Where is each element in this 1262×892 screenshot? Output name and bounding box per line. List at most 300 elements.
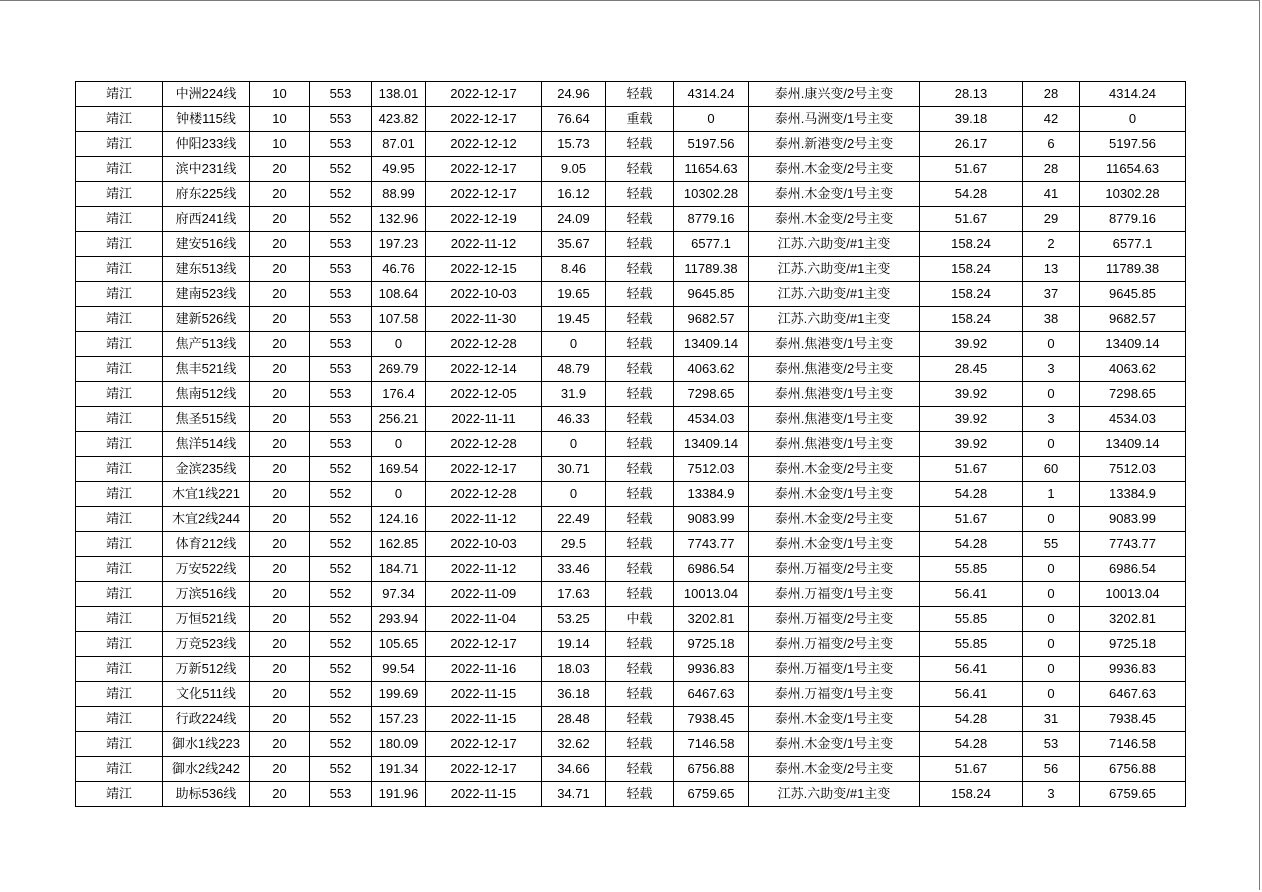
transformer-cell: 泰州.木金变/1号主变 bbox=[749, 707, 920, 732]
transformer-cell: 泰州.万福变/2号主变 bbox=[749, 557, 920, 582]
spare-capacity-cell: 9645.85 bbox=[674, 282, 749, 307]
table-row bbox=[76, 432, 1186, 457]
spare-capacity-cell: 7298.65 bbox=[674, 382, 749, 407]
line-name-cell: 焦圣515线 bbox=[163, 407, 250, 432]
code-cell: 552 bbox=[310, 532, 372, 557]
available-capacity-cell: 6759.65 bbox=[1080, 782, 1186, 807]
transformer-load-rate-cell: 55.85 bbox=[920, 557, 1023, 582]
available-capacity-cell: 13409.14 bbox=[1080, 432, 1186, 457]
region-cell: 靖江 bbox=[76, 382, 163, 407]
region-cell: 靖江 bbox=[76, 782, 163, 807]
region-cell: 靖江 bbox=[76, 482, 163, 507]
table-row bbox=[76, 532, 1186, 557]
code-cell: 553 bbox=[310, 257, 372, 282]
region-cell: 靖江 bbox=[76, 207, 163, 232]
available-capacity-cell: 13384.9 bbox=[1080, 482, 1186, 507]
table-row bbox=[76, 757, 1186, 782]
transformer-load-rate-cell: 55.85 bbox=[920, 632, 1023, 657]
load-rate-cell: 18.03 bbox=[542, 657, 606, 682]
transformer-load-rate-cell: 158.24 bbox=[920, 782, 1023, 807]
transformer-cell: 泰州.木金变/1号主变 bbox=[749, 182, 920, 207]
transformer-load-rate-cell: 54.28 bbox=[920, 532, 1023, 557]
transformer-cell: 泰州.木金变/1号主变 bbox=[749, 532, 920, 557]
spare-capacity-cell: 6759.65 bbox=[674, 782, 749, 807]
date-cell: 2022-12-19 bbox=[426, 207, 542, 232]
line-name-cell: 木宜1线221 bbox=[163, 482, 250, 507]
transformer-load-rate-cell: 158.24 bbox=[920, 257, 1023, 282]
code-cell: 552 bbox=[310, 507, 372, 532]
voltage-cell: 20 bbox=[250, 282, 310, 307]
spare-capacity-cell: 13409.14 bbox=[674, 332, 749, 357]
load-rate-cell: 9.05 bbox=[542, 157, 606, 182]
date-cell: 2022-12-12 bbox=[426, 132, 542, 157]
count-cell: 1 bbox=[1023, 482, 1080, 507]
code-cell: 552 bbox=[310, 582, 372, 607]
region-cell: 靖江 bbox=[76, 632, 163, 657]
region-cell: 靖江 bbox=[76, 732, 163, 757]
load-rate-cell: 48.79 bbox=[542, 357, 606, 382]
load-value-cell: 191.34 bbox=[372, 757, 426, 782]
voltage-cell: 20 bbox=[250, 482, 310, 507]
transformer-load-rate-cell: 55.85 bbox=[920, 607, 1023, 632]
transformer-load-rate-cell: 54.28 bbox=[920, 482, 1023, 507]
load-rate-cell: 53.25 bbox=[542, 607, 606, 632]
load-value-cell: 176.4 bbox=[372, 382, 426, 407]
line-name-cell: 焦南512线 bbox=[163, 382, 250, 407]
spare-capacity-cell: 6577.1 bbox=[674, 232, 749, 257]
transformer-cell: 泰州.木金变/2号主变 bbox=[749, 207, 920, 232]
spare-capacity-cell: 10302.28 bbox=[674, 182, 749, 207]
load-status-cell: 轻载 bbox=[606, 82, 674, 107]
load-value-cell: 88.99 bbox=[372, 182, 426, 207]
transformer-load-rate-cell: 56.41 bbox=[920, 582, 1023, 607]
transformer-load-rate-cell: 51.67 bbox=[920, 507, 1023, 532]
line-name-cell: 建新526线 bbox=[163, 307, 250, 332]
date-cell: 2022-11-15 bbox=[426, 707, 542, 732]
load-value-cell: 46.76 bbox=[372, 257, 426, 282]
transformer-cell: 泰州.木金变/2号主变 bbox=[749, 507, 920, 532]
available-capacity-cell: 9083.99 bbox=[1080, 507, 1186, 532]
available-capacity-cell: 6467.63 bbox=[1080, 682, 1186, 707]
line-name-cell: 木宜2线244 bbox=[163, 507, 250, 532]
load-status-cell: 轻载 bbox=[606, 407, 674, 432]
load-status-cell: 轻载 bbox=[606, 157, 674, 182]
available-capacity-cell: 7298.65 bbox=[1080, 382, 1186, 407]
table-row bbox=[76, 257, 1186, 282]
load-value-cell: 105.65 bbox=[372, 632, 426, 657]
transformer-load-rate-cell: 39.92 bbox=[920, 407, 1023, 432]
line-name-cell: 行政224线 bbox=[163, 707, 250, 732]
transformer-cell: 泰州.焦港变/1号主变 bbox=[749, 332, 920, 357]
spare-capacity-cell: 6756.88 bbox=[674, 757, 749, 782]
table-row bbox=[76, 457, 1186, 482]
load-value-cell: 256.21 bbox=[372, 407, 426, 432]
code-cell: 552 bbox=[310, 757, 372, 782]
spare-capacity-cell: 9936.83 bbox=[674, 657, 749, 682]
load-status-cell: 轻载 bbox=[606, 257, 674, 282]
region-cell: 靖江 bbox=[76, 332, 163, 357]
load-rate-cell: 34.71 bbox=[542, 782, 606, 807]
voltage-cell: 20 bbox=[250, 657, 310, 682]
table-row bbox=[76, 607, 1186, 632]
line-name-cell: 中洲224线 bbox=[163, 82, 250, 107]
available-capacity-cell: 9936.83 bbox=[1080, 657, 1186, 682]
line-name-cell: 焦洋514线 bbox=[163, 432, 250, 457]
spare-capacity-cell: 10013.04 bbox=[674, 582, 749, 607]
code-cell: 552 bbox=[310, 557, 372, 582]
line-name-cell: 万恒521线 bbox=[163, 607, 250, 632]
date-cell: 2022-12-28 bbox=[426, 332, 542, 357]
date-cell: 2022-11-15 bbox=[426, 682, 542, 707]
transformer-load-rate-cell: 39.92 bbox=[920, 332, 1023, 357]
transformer-load-rate-cell: 26.17 bbox=[920, 132, 1023, 157]
available-capacity-cell: 6756.88 bbox=[1080, 757, 1186, 782]
voltage-cell: 20 bbox=[250, 457, 310, 482]
load-rate-cell: 76.64 bbox=[542, 107, 606, 132]
voltage-cell: 10 bbox=[250, 132, 310, 157]
region-cell: 靖江 bbox=[76, 132, 163, 157]
transformer-cell: 泰州.焦港变/1号主变 bbox=[749, 382, 920, 407]
load-rate-cell: 36.18 bbox=[542, 682, 606, 707]
table-row bbox=[76, 157, 1186, 182]
line-name-cell: 万竞523线 bbox=[163, 632, 250, 657]
spare-capacity-cell: 11654.63 bbox=[674, 157, 749, 182]
count-cell: 53 bbox=[1023, 732, 1080, 757]
code-cell: 552 bbox=[310, 707, 372, 732]
transformer-load-rate-cell: 51.67 bbox=[920, 207, 1023, 232]
date-cell: 2022-12-05 bbox=[426, 382, 542, 407]
voltage-cell: 20 bbox=[250, 182, 310, 207]
line-name-cell: 御水2线242 bbox=[163, 757, 250, 782]
load-value-cell: 107.58 bbox=[372, 307, 426, 332]
region-cell: 靖江 bbox=[76, 357, 163, 382]
code-cell: 552 bbox=[310, 182, 372, 207]
count-cell: 0 bbox=[1023, 682, 1080, 707]
date-cell: 2022-12-17 bbox=[426, 182, 542, 207]
load-status-cell: 轻载 bbox=[606, 557, 674, 582]
line-name-cell: 滨中231线 bbox=[163, 157, 250, 182]
load-rate-cell: 0 bbox=[542, 432, 606, 457]
region-cell: 靖江 bbox=[76, 457, 163, 482]
load-status-cell: 轻载 bbox=[606, 732, 674, 757]
date-cell: 2022-12-17 bbox=[426, 82, 542, 107]
transformer-cell: 泰州.马洲变/1号主变 bbox=[749, 107, 920, 132]
date-cell: 2022-10-03 bbox=[426, 532, 542, 557]
available-capacity-cell: 11789.38 bbox=[1080, 257, 1186, 282]
line-name-cell: 万滨516线 bbox=[163, 582, 250, 607]
region-cell: 靖江 bbox=[76, 157, 163, 182]
table-row bbox=[76, 382, 1186, 407]
load-value-cell: 191.96 bbox=[372, 782, 426, 807]
voltage-cell: 20 bbox=[250, 157, 310, 182]
transformer-cell: 江苏.六助变/#1主变 bbox=[749, 282, 920, 307]
load-rate-cell: 35.67 bbox=[542, 232, 606, 257]
date-cell: 2022-12-17 bbox=[426, 632, 542, 657]
table-row bbox=[76, 357, 1186, 382]
table-row bbox=[76, 282, 1186, 307]
spare-capacity-cell: 0 bbox=[674, 107, 749, 132]
table-row bbox=[76, 732, 1186, 757]
load-value-cell: 138.01 bbox=[372, 82, 426, 107]
load-rate-cell: 33.46 bbox=[542, 557, 606, 582]
load-rate-cell: 29.5 bbox=[542, 532, 606, 557]
code-cell: 553 bbox=[310, 307, 372, 332]
table-row bbox=[76, 657, 1186, 682]
available-capacity-cell: 4534.03 bbox=[1080, 407, 1186, 432]
count-cell: 41 bbox=[1023, 182, 1080, 207]
available-capacity-cell: 5197.56 bbox=[1080, 132, 1186, 157]
table-row bbox=[76, 407, 1186, 432]
load-value-cell: 293.94 bbox=[372, 607, 426, 632]
code-cell: 552 bbox=[310, 207, 372, 232]
load-rate-cell: 32.62 bbox=[542, 732, 606, 757]
date-cell: 2022-12-17 bbox=[426, 157, 542, 182]
load-value-cell: 132.96 bbox=[372, 207, 426, 232]
spare-capacity-cell: 13409.14 bbox=[674, 432, 749, 457]
available-capacity-cell: 6986.54 bbox=[1080, 557, 1186, 582]
code-cell: 553 bbox=[310, 382, 372, 407]
load-status-cell: 轻载 bbox=[606, 432, 674, 457]
transformer-cell: 泰州.木金变/2号主变 bbox=[749, 757, 920, 782]
spare-capacity-cell: 7512.03 bbox=[674, 457, 749, 482]
spare-capacity-cell: 5197.56 bbox=[674, 132, 749, 157]
load-value-cell: 197.23 bbox=[372, 232, 426, 257]
date-cell: 2022-11-04 bbox=[426, 607, 542, 632]
load-status-cell: 轻载 bbox=[606, 457, 674, 482]
spare-capacity-cell: 9682.57 bbox=[674, 307, 749, 332]
load-rate-cell: 17.63 bbox=[542, 582, 606, 607]
voltage-cell: 20 bbox=[250, 707, 310, 732]
transformer-cell: 泰州.木金变/2号主变 bbox=[749, 457, 920, 482]
spare-capacity-cell: 8779.16 bbox=[674, 207, 749, 232]
available-capacity-cell: 7512.03 bbox=[1080, 457, 1186, 482]
code-cell: 553 bbox=[310, 332, 372, 357]
voltage-cell: 20 bbox=[250, 532, 310, 557]
count-cell: 6 bbox=[1023, 132, 1080, 157]
load-value-cell: 0 bbox=[372, 332, 426, 357]
load-status-cell: 轻载 bbox=[606, 782, 674, 807]
table-body bbox=[76, 82, 1186, 807]
load-status-cell: 轻载 bbox=[606, 232, 674, 257]
region-cell: 靖江 bbox=[76, 657, 163, 682]
count-cell: 28 bbox=[1023, 157, 1080, 182]
load-rate-cell: 34.66 bbox=[542, 757, 606, 782]
load-value-cell: 97.34 bbox=[372, 582, 426, 607]
count-cell: 0 bbox=[1023, 657, 1080, 682]
load-rate-cell: 16.12 bbox=[542, 182, 606, 207]
spare-capacity-cell: 4534.03 bbox=[674, 407, 749, 432]
available-capacity-cell: 6577.1 bbox=[1080, 232, 1186, 257]
date-cell: 2022-12-17 bbox=[426, 457, 542, 482]
transformer-cell: 泰州.万福变/2号主变 bbox=[749, 607, 920, 632]
date-cell: 2022-10-03 bbox=[426, 282, 542, 307]
load-value-cell: 124.16 bbox=[372, 507, 426, 532]
date-cell: 2022-12-14 bbox=[426, 357, 542, 382]
count-cell: 0 bbox=[1023, 607, 1080, 632]
load-status-cell: 轻载 bbox=[606, 757, 674, 782]
date-cell: 2022-12-17 bbox=[426, 757, 542, 782]
transformer-load-rate-cell: 39.18 bbox=[920, 107, 1023, 132]
load-value-cell: 99.54 bbox=[372, 657, 426, 682]
load-rate-cell: 28.48 bbox=[542, 707, 606, 732]
load-status-cell: 轻载 bbox=[606, 482, 674, 507]
voltage-cell: 20 bbox=[250, 307, 310, 332]
load-rate-cell: 31.9 bbox=[542, 382, 606, 407]
table-row bbox=[76, 232, 1186, 257]
available-capacity-cell: 10302.28 bbox=[1080, 182, 1186, 207]
voltage-cell: 20 bbox=[250, 407, 310, 432]
voltage-cell: 20 bbox=[250, 357, 310, 382]
load-status-cell: 轻载 bbox=[606, 182, 674, 207]
table-row bbox=[76, 682, 1186, 707]
voltage-cell: 20 bbox=[250, 607, 310, 632]
load-rate-cell: 8.46 bbox=[542, 257, 606, 282]
date-cell: 2022-11-12 bbox=[426, 232, 542, 257]
code-cell: 553 bbox=[310, 432, 372, 457]
region-cell: 靖江 bbox=[76, 307, 163, 332]
load-rate-cell: 30.71 bbox=[542, 457, 606, 482]
voltage-cell: 20 bbox=[250, 632, 310, 657]
load-status-cell: 轻载 bbox=[606, 357, 674, 382]
transformer-cell: 泰州.焦港变/2号主变 bbox=[749, 357, 920, 382]
line-name-cell: 体育212线 bbox=[163, 532, 250, 557]
transformer-load-rate-cell: 51.67 bbox=[920, 757, 1023, 782]
transformer-load-rate-cell: 158.24 bbox=[920, 307, 1023, 332]
transformer-cell: 江苏.六助变/#1主变 bbox=[749, 782, 920, 807]
region-cell: 靖江 bbox=[76, 407, 163, 432]
count-cell: 31 bbox=[1023, 707, 1080, 732]
region-cell: 靖江 bbox=[76, 432, 163, 457]
load-status-cell: 中载 bbox=[606, 607, 674, 632]
line-name-cell: 焦丰521线 bbox=[163, 357, 250, 382]
voltage-cell: 20 bbox=[250, 682, 310, 707]
load-status-cell: 轻载 bbox=[606, 207, 674, 232]
count-cell: 0 bbox=[1023, 432, 1080, 457]
count-cell: 28 bbox=[1023, 82, 1080, 107]
transformer-cell: 泰州.万福变/1号主变 bbox=[749, 682, 920, 707]
line-name-cell: 建东513线 bbox=[163, 257, 250, 282]
load-rate-cell: 24.09 bbox=[542, 207, 606, 232]
load-value-cell: 269.79 bbox=[372, 357, 426, 382]
load-status-cell: 轻载 bbox=[606, 307, 674, 332]
transformer-load-rate-cell: 158.24 bbox=[920, 232, 1023, 257]
line-name-cell: 府西241线 bbox=[163, 207, 250, 232]
transformer-cell: 泰州.万福变/2号主变 bbox=[749, 632, 920, 657]
load-value-cell: 162.85 bbox=[372, 532, 426, 557]
load-status-cell: 轻载 bbox=[606, 707, 674, 732]
spare-capacity-cell: 4063.62 bbox=[674, 357, 749, 382]
table-row bbox=[76, 582, 1186, 607]
code-cell: 553 bbox=[310, 107, 372, 132]
count-cell: 55 bbox=[1023, 532, 1080, 557]
region-cell: 靖江 bbox=[76, 82, 163, 107]
region-cell: 靖江 bbox=[76, 232, 163, 257]
table-row bbox=[76, 332, 1186, 357]
code-cell: 552 bbox=[310, 607, 372, 632]
spare-capacity-cell: 7743.77 bbox=[674, 532, 749, 557]
table-row bbox=[76, 557, 1186, 582]
region-cell: 靖江 bbox=[76, 707, 163, 732]
load-status-cell: 重载 bbox=[606, 107, 674, 132]
available-capacity-cell: 0 bbox=[1080, 107, 1186, 132]
load-rate-cell: 22.49 bbox=[542, 507, 606, 532]
date-cell: 2022-11-11 bbox=[426, 407, 542, 432]
transformer-load-rate-cell: 51.67 bbox=[920, 157, 1023, 182]
voltage-cell: 20 bbox=[250, 207, 310, 232]
region-cell: 靖江 bbox=[76, 682, 163, 707]
count-cell: 0 bbox=[1023, 557, 1080, 582]
code-cell: 553 bbox=[310, 782, 372, 807]
region-cell: 靖江 bbox=[76, 257, 163, 282]
region-cell: 靖江 bbox=[76, 507, 163, 532]
date-cell: 2022-12-28 bbox=[426, 482, 542, 507]
date-cell: 2022-11-12 bbox=[426, 557, 542, 582]
available-capacity-cell: 3202.81 bbox=[1080, 607, 1186, 632]
transformer-cell: 江苏.六助变/#1主变 bbox=[749, 232, 920, 257]
table-row bbox=[76, 307, 1186, 332]
voltage-cell: 20 bbox=[250, 782, 310, 807]
code-cell: 553 bbox=[310, 357, 372, 382]
available-capacity-cell: 7743.77 bbox=[1080, 532, 1186, 557]
load-value-cell: 49.95 bbox=[372, 157, 426, 182]
load-rate-cell: 19.14 bbox=[542, 632, 606, 657]
transformer-load-rate-cell: 158.24 bbox=[920, 282, 1023, 307]
count-cell: 2 bbox=[1023, 232, 1080, 257]
date-cell: 2022-11-12 bbox=[426, 507, 542, 532]
spare-capacity-cell: 6986.54 bbox=[674, 557, 749, 582]
load-rate-cell: 24.96 bbox=[542, 82, 606, 107]
voltage-cell: 20 bbox=[250, 257, 310, 282]
spare-capacity-cell: 4314.24 bbox=[674, 82, 749, 107]
load-status-cell: 轻载 bbox=[606, 632, 674, 657]
table-row bbox=[76, 207, 1186, 232]
load-rate-cell: 0 bbox=[542, 332, 606, 357]
load-value-cell: 157.23 bbox=[372, 707, 426, 732]
code-cell: 552 bbox=[310, 732, 372, 757]
count-cell: 0 bbox=[1023, 582, 1080, 607]
date-cell: 2022-12-15 bbox=[426, 257, 542, 282]
transformer-load-rate-cell: 56.41 bbox=[920, 657, 1023, 682]
table-row bbox=[76, 632, 1186, 657]
region-cell: 靖江 bbox=[76, 607, 163, 632]
count-cell: 29 bbox=[1023, 207, 1080, 232]
table-row bbox=[76, 82, 1186, 107]
date-cell: 2022-12-28 bbox=[426, 432, 542, 457]
count-cell: 0 bbox=[1023, 632, 1080, 657]
voltage-cell: 20 bbox=[250, 382, 310, 407]
load-rate-cell: 46.33 bbox=[542, 407, 606, 432]
count-cell: 3 bbox=[1023, 357, 1080, 382]
available-capacity-cell: 9725.18 bbox=[1080, 632, 1186, 657]
load-rate-cell: 15.73 bbox=[542, 132, 606, 157]
load-rate-cell: 19.45 bbox=[542, 307, 606, 332]
available-capacity-cell: 8779.16 bbox=[1080, 207, 1186, 232]
table-row bbox=[76, 107, 1186, 132]
date-cell: 2022-11-15 bbox=[426, 782, 542, 807]
transformer-cell: 泰州.木金变/1号主变 bbox=[749, 732, 920, 757]
code-cell: 552 bbox=[310, 457, 372, 482]
voltage-cell: 20 bbox=[250, 757, 310, 782]
load-status-cell: 轻载 bbox=[606, 132, 674, 157]
available-capacity-cell: 11654.63 bbox=[1080, 157, 1186, 182]
line-name-cell: 助标536线 bbox=[163, 782, 250, 807]
load-value-cell: 169.54 bbox=[372, 457, 426, 482]
table-row bbox=[76, 182, 1186, 207]
load-value-cell: 184.71 bbox=[372, 557, 426, 582]
count-cell: 60 bbox=[1023, 457, 1080, 482]
transformer-load-rate-cell: 56.41 bbox=[920, 682, 1023, 707]
region-cell: 靖江 bbox=[76, 182, 163, 207]
